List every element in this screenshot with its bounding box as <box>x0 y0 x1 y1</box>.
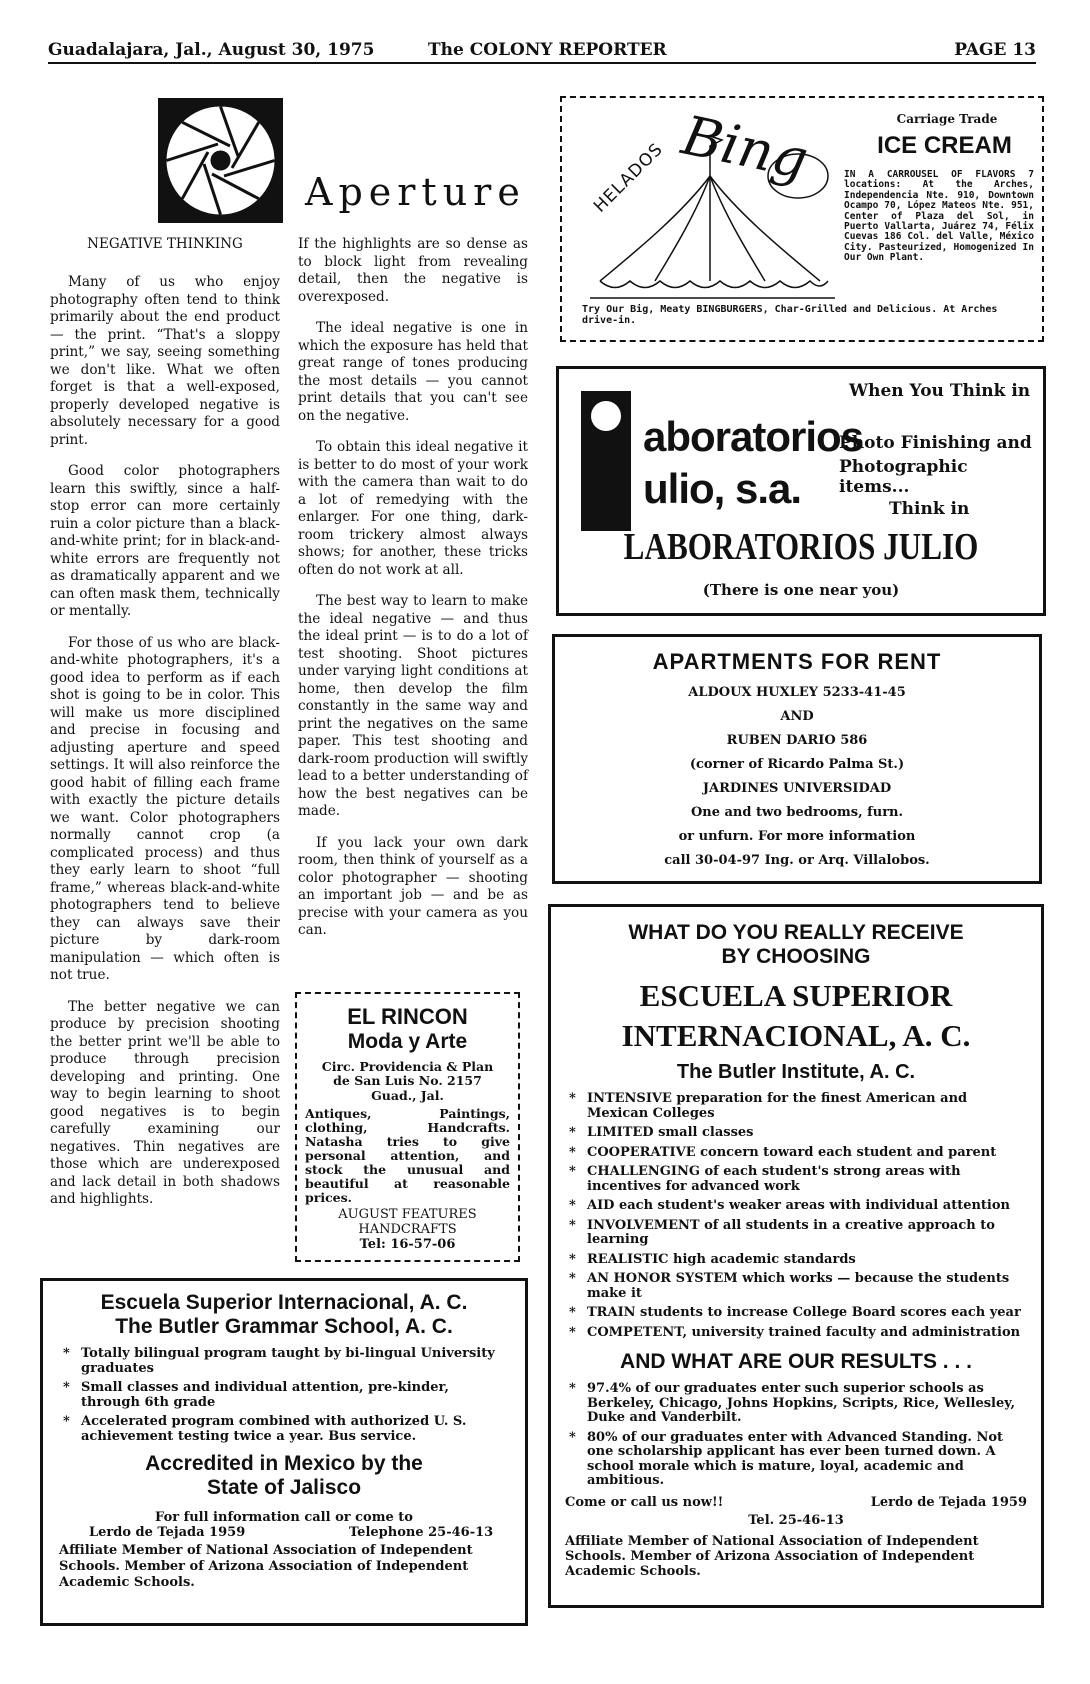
julio-logo-icon <box>581 391 631 531</box>
escuela-question-2: BY CHOOSING <box>721 945 871 968</box>
header-page-number: PAGE 13 <box>954 40 1036 60</box>
escuela-question-1: WHAT DO YOU REALLY RECEIVE <box>628 921 964 944</box>
list-item: * TRAIN students to increase College Board scores each year <box>565 1306 1027 1321</box>
julio-services-2: Photographic items... <box>839 457 968 497</box>
apartments-line: JARDINES UNIVERSIDAD <box>702 781 892 796</box>
bing-script-small: HELADOS <box>590 139 668 217</box>
apartments-line: RUBEN DARIO 586 <box>726 733 868 748</box>
list-item: * Totally bilingual program taught by bi-lingual University graduates <box>59 1347 509 1376</box>
julio-top-line: When You Think in <box>849 381 1031 401</box>
bing-headline: ICE CREAM <box>877 132 1012 159</box>
julio-services-1: Photo Finishing and <box>839 433 1032 453</box>
list-item: * 97.4% of our graduates enter such superior schools as Berkeley, Chicago, Johns Hopkins, Scripts, Rice, Wellesley, Duke and Vanderbilt. <box>565 1382 1027 1426</box>
aperture-logo <box>158 98 283 223</box>
paragraph: If the highlights are so dense as to block light from revealing detail, then the negative is overexposed. <box>298 236 528 305</box>
list-item: * 80% of our graduates enter with Advanced Standing. Not one scholarship applicant has ever been turned down. A school morale which is mature, loyal, academic and ambitious. <box>565 1431 1027 1489</box>
list-item: * CHALLENGING of each student's strong areas with incentives for advanced work <box>565 1165 1027 1194</box>
rincon-name: EL RINCON <box>347 1004 468 1029</box>
rincon-tel: Tel: 16-57-06 <box>359 1237 456 1252</box>
escuela-call: Come or call us now!! <box>565 1494 724 1510</box>
bing-top-line: Carriage Trade <box>896 112 998 126</box>
apartments-title: APARTMENTS FOR RENT <box>652 649 942 674</box>
paragraph: The better negative we can produce by precision shooting the better print we'll be able to produce through precision developing and printing. One way to begin learning to shoot good negatives is to begin carefully examining our negatives. Thin negatives are those which are underexposed and lack detail in both shadows and highlights. <box>50 998 280 1207</box>
julio-logo-line-2: ulio, s.a. <box>643 465 802 512</box>
escuela-feature-list <box>565 1092 1027 1340</box>
butler-accredited-2: State of Jalisco <box>206 1476 362 1499</box>
paragraph: To obtain this ideal negative it is better to do most of your work with the camera than wait to do a lot of remedying with the enlarger. For one thing, dark-room trickery almost always shows; for another, these tricks often do not work at all. <box>298 439 528 578</box>
ad-helados-bing <box>560 96 1044 342</box>
butler-tel: Telephone 25-46-13 <box>349 1525 494 1540</box>
article-column-1 <box>50 236 280 1223</box>
rincon-city: Guad., Jal. <box>371 1088 444 1103</box>
julio-footer: (There is one near you) <box>702 581 900 599</box>
rincon-footer-1: AUGUST FEATURES <box>338 1207 477 1222</box>
escuela-tel: Tel. 25-46-13 <box>748 1512 844 1528</box>
paragraph: The ideal negative is one in which the exposure has held that great range of tones producing the most details — you cannot print details that you can't see on the negative. <box>298 320 528 424</box>
butler-feature-list <box>59 1347 509 1444</box>
butler-name-2: The Butler Grammar School, A. C. <box>115 1315 453 1338</box>
list-item: * INVOLVEMENT of all students in a creative approach to learning <box>565 1219 1027 1248</box>
julio-think: Think in <box>889 499 970 519</box>
bing-footer: Try Our Big, Meaty BINGBURGERS, Char-Grilled and Delicious. At Arches drive-in. <box>582 304 998 326</box>
article-title: Aperture <box>305 170 526 214</box>
list-item: * COOPERATIVE concern toward each student and parent <box>565 1146 1027 1161</box>
butler-accredited-1: Accredited in Mexico by the <box>145 1452 423 1475</box>
list-item: * COMPETENT, university trained faculty and administration <box>565 1326 1027 1341</box>
apartments-line: (corner of Ricardo Palma St.) <box>689 757 905 772</box>
paragraph: Many of us who enjoy photography often tend to think primarily about the end product — the print. “That's a sloppy print,” we say, seeing something we don't like. What we often forget is that a well-exposed, properly developed negative is absolutely necessary for a good print. <box>50 274 280 448</box>
ad-butler-grammar <box>40 1278 528 1626</box>
rincon-body: Antiques, Paintings, clothing, Handcrafts. Natasha tries to give personal attention, and stock the unusual and beautiful at reasonable prices. <box>305 1106 510 1205</box>
butler-name-1: Escuela Superior Internacional, A. C. <box>100 1291 468 1314</box>
apartments-line: One and two bedrooms, furn. <box>690 805 904 820</box>
bing-script-big: Bing <box>676 103 814 192</box>
list-item: * REALISTIC high academic standards <box>565 1253 1027 1268</box>
list-item: * AID each student's weaker areas with individual attention <box>565 1199 1027 1214</box>
ad-escuela-superior <box>548 904 1044 1608</box>
paragraph: Good color photographers learn this swiftly, since a half-stop error can more certainly ruin a color picture than a black-and-white print; for in black-and-white errors are frequently not as dramatically apparent and we can often mask them, technically or mentally. <box>50 463 280 619</box>
article-column-2 <box>298 236 528 954</box>
ad-laboratorios-julio <box>556 366 1046 616</box>
butler-info: For full information call or come to <box>155 1510 413 1525</box>
butler-affiliate: Affiliate Member of National Association of Independent Schools. Member of Arizona Association of Independent Academic Schools. <box>59 1543 473 1590</box>
apartments-line: call 30-04-97 Ing. or Arq. Villalobos. <box>664 853 930 868</box>
page-header <box>48 38 1036 64</box>
apartments-line: or unfurn. For more information <box>678 829 916 844</box>
escuela-name-1: ESCUELA SUPERIOR <box>639 978 953 1013</box>
apartments-line: AND <box>780 709 814 724</box>
rincon-address: Circ. Providencia & Plan de San Luis No. 2157 <box>321 1059 494 1088</box>
escuela-address: Lerdo de Tejada 1959 <box>870 1494 1027 1510</box>
list-item: * INTENSIVE preparation for the finest American and Mexican Colleges <box>565 1092 1027 1121</box>
butler-address: Lerdo de Tejada 1959 <box>89 1525 246 1540</box>
escuela-name-2: INTERNACIONAL, A. C. <box>621 1018 971 1053</box>
escuela-results-title: AND WHAT ARE OUR RESULTS . . . <box>620 1350 972 1373</box>
escuela-contact-row <box>565 1495 1027 1513</box>
list-item: * LIMITED small classes <box>565 1126 1027 1141</box>
header-dateline: Guadalajara, Jal., August 30, 1975 <box>48 40 375 60</box>
butler-contact-row <box>59 1525 509 1543</box>
header-publication: The COLONY REPORTER <box>428 40 667 60</box>
ad-el-rincon <box>295 992 520 1262</box>
escuela-subtitle: The Butler Institute, A. C. <box>676 1061 916 1083</box>
list-item: * AN HONOR SYSTEM which works — because the students make it <box>565 1272 1027 1301</box>
ad-apartments <box>552 634 1042 884</box>
bing-locations: IN A CARROUSEL OF FLAVORS 7 locations: At the Arches, Independencia Nte. 910, Downtown Ocampo 70, López Mateos Nte. 951, Center of Plaza del Sol, in Puerto Vallarta, Juárez 74, Félix Cuevas 186 Col. del Valle, México City. Pasteurized, Homogenized In Our Own Plant. <box>844 169 1034 264</box>
paragraph: The best way to learn to make the ideal negative — and thus the ideal print — is to do a lot of test shooting. Shoot pictures under varying light conditions at home, then develop the film constantly in the same way and print the negatives on the same paper. This test shooting and dark-room production will swiftly lead to a better understanding of how the best negatives can be made. <box>298 593 528 819</box>
list-item: * Accelerated program combined with authorized U. S. achievement testing twice a year. Bus service. <box>59 1415 509 1444</box>
paragraph: If you lack your own dark room, then think of yourself as a color photographer — shooting an important job — and be as precise with your camera as you can. <box>298 834 528 938</box>
julio-logo-line-1: aboratorios <box>643 413 864 460</box>
apartments-line: ALDOUX HUXLEY 5233-41-45 <box>688 685 906 700</box>
escuela-results-list <box>565 1382 1027 1489</box>
rincon-footer-2: HANDCRAFTS <box>358 1222 457 1237</box>
list-item: * Small classes and individual attention, pre-kinder, through 6th grade <box>59 1381 509 1410</box>
rincon-tagline: Moda y Arte <box>347 1030 468 1053</box>
paragraph: For those of us who are black-and-white photographers, it's a good idea to perform as if each shot is going to be in color. This will make us more disciplined and precise in focusing and adjusting aperture and speed settings. It will also reinforce the good habit of filling each frame with exactly the picture details we want. Color photographers normally cannot crop (a complicated process) and thus they early learn to shoot “full frame,” whereas black-and-white photographers tend to believe they can always save their picture by dark-room manipulation — which often is not true. <box>50 634 280 983</box>
escuela-affiliate: Affiliate Member of National Association of Independent Schools. Member of Arizona Association of Independent Academic Schools. <box>565 1533 979 1579</box>
aperture-icon <box>158 98 283 223</box>
article-subhead: NEGATIVE THINKING <box>87 236 243 252</box>
julio-name: LABORATORIOS JULIO <box>623 526 979 568</box>
